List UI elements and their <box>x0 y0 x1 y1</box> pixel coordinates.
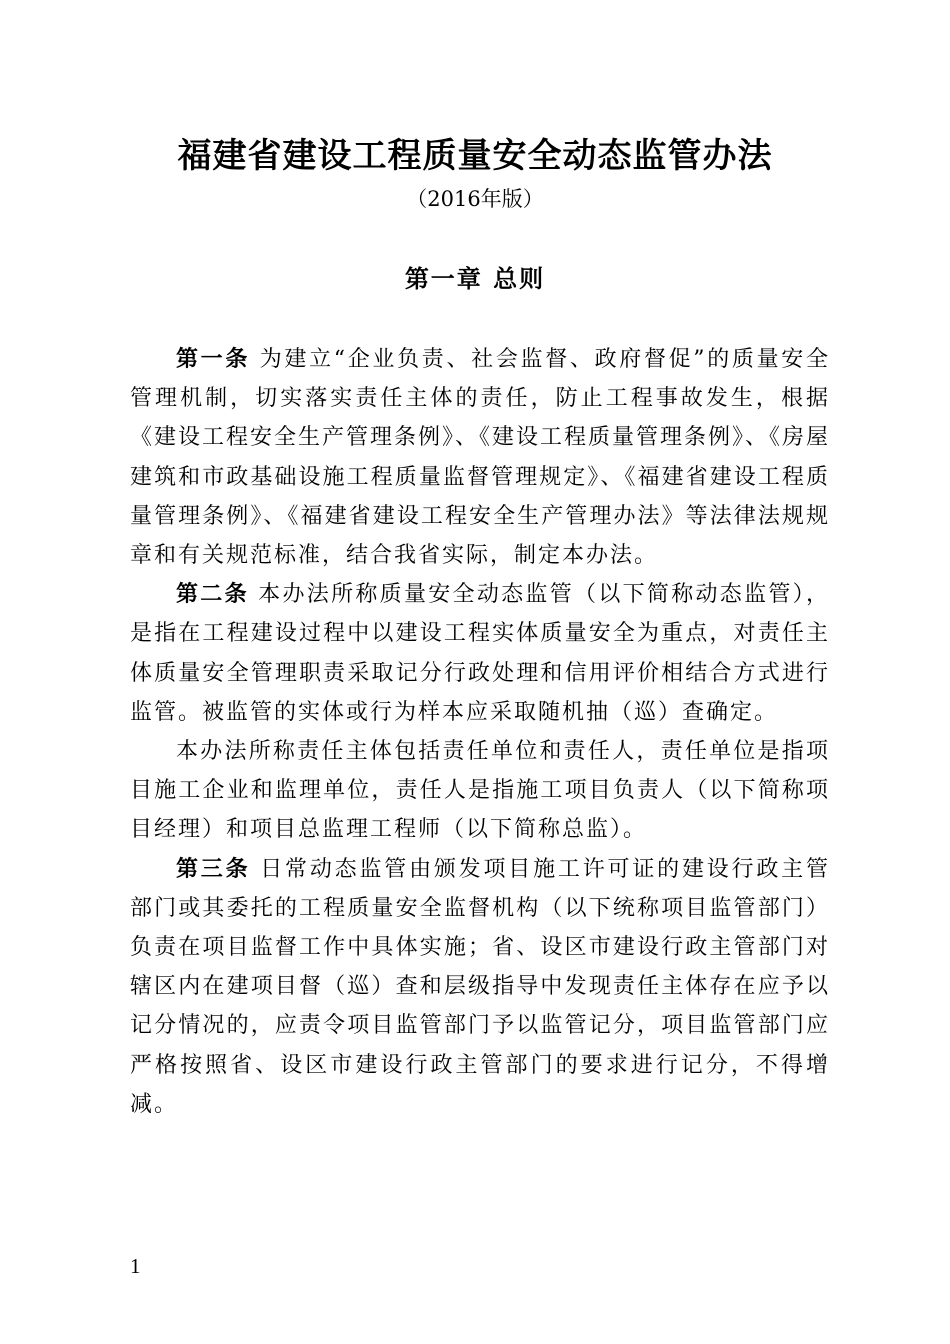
article-2-text: 本办法所称质量安全动态监管（以下简称动态监管），是指在工程建设过程中以建设工程实体质量安全为重点，对责任主体质量安全管理职责采取记分行政处理和信用评价相结合方式进行监管。被监管的实体或行为样本应采取随机抽（巡）查确定。 <box>130 582 830 725</box>
document-body <box>130 340 830 1124</box>
page-number: 1 <box>130 1254 141 1278</box>
document-subtitle: （2016年版） <box>406 187 544 211</box>
article-2-paragraph <box>130 575 830 732</box>
article-2-label: 第二条 <box>176 581 249 608</box>
article-1-text: 为建立“企业负责、社会监督、政府督促”的质量安全管理机制，切实落实责任主体的责任，防止工程事故发生，根据《建设工程安全生产管理条例》、《建设工程质量管理条例》、《房屋建筑和市政基础设施工程质量监督管理规定》、《福建省建设工程质量管理条例》、《福建省建设工程安全生产管理办法》等法律法规规章和有关规范标准，结合我省实际，制定本办法。 <box>130 347 831 569</box>
article-3-label: 第三条 <box>176 855 251 882</box>
article-2-continuation-paragraph <box>130 732 830 850</box>
article-3-paragraph <box>130 850 830 1124</box>
article-2-continuation-text: 本办法所称责任主体包括责任单位和责任人，责任单位是指项目施工企业和监理单位，责任人是指施工项目负责人（以下简称项目经理）和项目总监理工程师（以下简称总监）。 <box>130 739 830 843</box>
chapter-heading: 第一章 总则 <box>404 264 546 293</box>
article-1-label: 第一条 <box>176 346 251 372</box>
article-1-paragraph <box>130 340 830 575</box>
article-3-text: 日常动态监管由颁发项目施工许可证的建设行政主管部门或其委托的工程质量安全监督机构（以下统称项目监管部门）负责在项目监督工作中具体实施；省、设区市建设行政主管部门对辖区内在建项目督（巡）查和层级指导中发现责任主体存在应予以记分情况的，应责令项目监管部门予以监管记分，项目监管部门应严格按照省、设区市建设行政主管部门的要求进行记分，不得增减。 <box>130 856 830 1117</box>
document-title: 福建省建设工程质量安全动态监管办法 <box>177 136 773 176</box>
